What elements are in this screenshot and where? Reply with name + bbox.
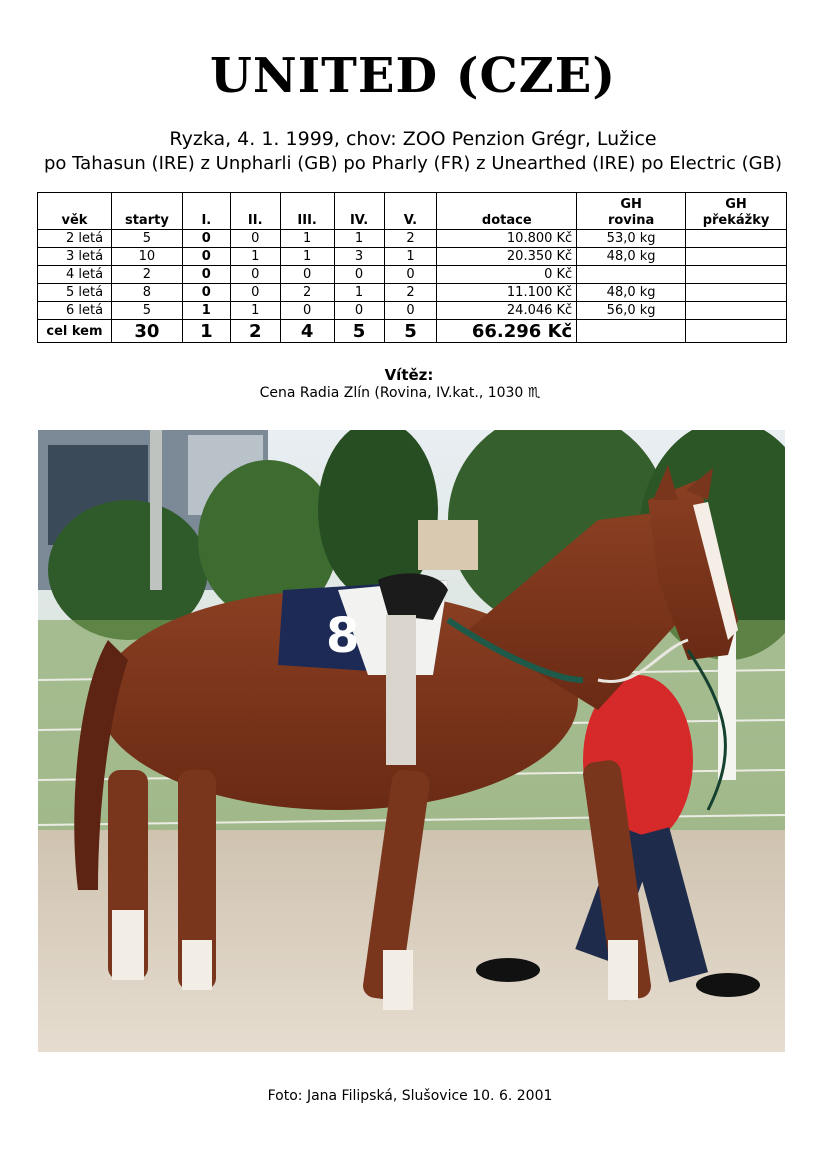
header-first: I. [182, 193, 230, 230]
cell-first: 0 [182, 248, 230, 266]
table-row [38, 248, 787, 266]
table-total-row [38, 320, 787, 343]
table-header-row [38, 193, 787, 230]
header-second: II. [230, 193, 280, 230]
cell-gh-flat: 48,0 kg [577, 248, 686, 266]
total-fifth: 5 [384, 320, 437, 343]
header-third: III. [280, 193, 334, 230]
cell-money: 24.046 Kč [437, 302, 577, 320]
cell-money: 11.100 Kč [437, 284, 577, 302]
cell-second: 0 [230, 230, 280, 248]
cell-gh-jump [686, 266, 787, 284]
cell-gh-jump [686, 230, 787, 248]
cell-fifth: 0 [384, 302, 437, 320]
cell-fourth: 3 [334, 248, 384, 266]
cell-second: 0 [230, 284, 280, 302]
cell-third: 1 [280, 248, 334, 266]
cell-starts: 10 [111, 248, 182, 266]
cell-money: 0 Kč [437, 266, 577, 284]
cell-fourth: 0 [334, 302, 384, 320]
total-gh-jump [686, 320, 787, 343]
header-gh-flat-line1: GH [620, 197, 642, 212]
cell-gh-jump [686, 284, 787, 302]
header-gh-flat [577, 193, 686, 230]
cell-age: 2 letá [38, 230, 112, 248]
cell-money: 10.800 Kč [437, 230, 577, 248]
header-age: věk [38, 193, 112, 230]
cell-second: 1 [230, 302, 280, 320]
cell-fifth: 2 [384, 284, 437, 302]
cell-first: 0 [182, 266, 230, 284]
cell-gh-flat: 48,0 kg [577, 284, 686, 302]
cell-starts: 5 [111, 302, 182, 320]
header-money: dotace [437, 193, 577, 230]
cell-first: 0 [182, 284, 230, 302]
saddle-number: 8 [326, 608, 360, 664]
cell-second: 1 [230, 248, 280, 266]
table-row [38, 230, 787, 248]
cell-gh-jump [686, 302, 787, 320]
cell-age: 3 letá [38, 248, 112, 266]
header-gh-jump [686, 193, 787, 230]
cell-gh-flat: 53,0 kg [577, 230, 686, 248]
winner-heading: Vítěz: [384, 366, 434, 384]
cell-fourth: 0 [334, 266, 384, 284]
cell-gh-jump [686, 248, 787, 266]
header-gh-jump-line2: překážky [702, 213, 770, 228]
header-fourth: IV. [334, 193, 384, 230]
horse-name-title: UNITED (CZE) [209, 48, 617, 104]
race-statistics-table [37, 192, 787, 343]
total-money: 66.296 Kč [437, 320, 577, 343]
total-third: 4 [280, 320, 334, 343]
cell-third: 2 [280, 284, 334, 302]
cell-fifth: 2 [384, 230, 437, 248]
cell-money: 20.350 Kč [437, 248, 577, 266]
cell-starts: 5 [111, 230, 182, 248]
header-starts: starty [111, 193, 182, 230]
cell-starts: 8 [111, 284, 182, 302]
total-label: cel kem [38, 320, 112, 343]
cell-starts: 2 [111, 266, 182, 284]
cell-third: 0 [280, 302, 334, 320]
cell-second: 0 [230, 266, 280, 284]
total-starts: 30 [111, 320, 182, 343]
cell-first: 0 [182, 230, 230, 248]
cell-third: 0 [280, 266, 334, 284]
header-fifth: V. [384, 193, 437, 230]
table-row [38, 284, 787, 302]
winner-race: Cena Radia Zlín (Rovina, IV.kat., 1030 ♏ [259, 385, 541, 401]
cell-age: 4 letá [38, 266, 112, 284]
header-gh-flat-line2: rovina [607, 213, 655, 228]
table-row [38, 266, 787, 284]
horse-photo [38, 430, 785, 1052]
cell-age: 6 letá [38, 302, 112, 320]
horse-details-line: Ryzka, 4. 1. 1999, chov: ZOO Penzion Grégr, Lužice [169, 128, 657, 150]
cell-third: 1 [280, 230, 334, 248]
header-gh-jump-line1: GH [725, 197, 747, 212]
cell-fifth: 0 [384, 266, 437, 284]
cell-gh-flat [577, 266, 686, 284]
cell-fifth: 1 [384, 248, 437, 266]
cell-first: 1 [182, 302, 230, 320]
cell-fourth: 1 [334, 230, 384, 248]
photo-caption: Foto: Jana Filipská, Slušovice 10. 6. 2001 [267, 1088, 553, 1104]
cell-gh-flat: 56,0 kg [577, 302, 686, 320]
horse-photo-illustration [38, 430, 785, 1052]
pedigree-line: po Tahasun (IRE) z Unpharli (GB) po Pharly (FR) z Unearthed (IRE) po Electric (GB) [44, 153, 782, 174]
table-row [38, 302, 787, 320]
total-fourth: 5 [334, 320, 384, 343]
cell-age: 5 letá [38, 284, 112, 302]
total-second: 2 [230, 320, 280, 343]
total-first: 1 [182, 320, 230, 343]
cell-fourth: 1 [334, 284, 384, 302]
total-gh-flat [577, 320, 686, 343]
